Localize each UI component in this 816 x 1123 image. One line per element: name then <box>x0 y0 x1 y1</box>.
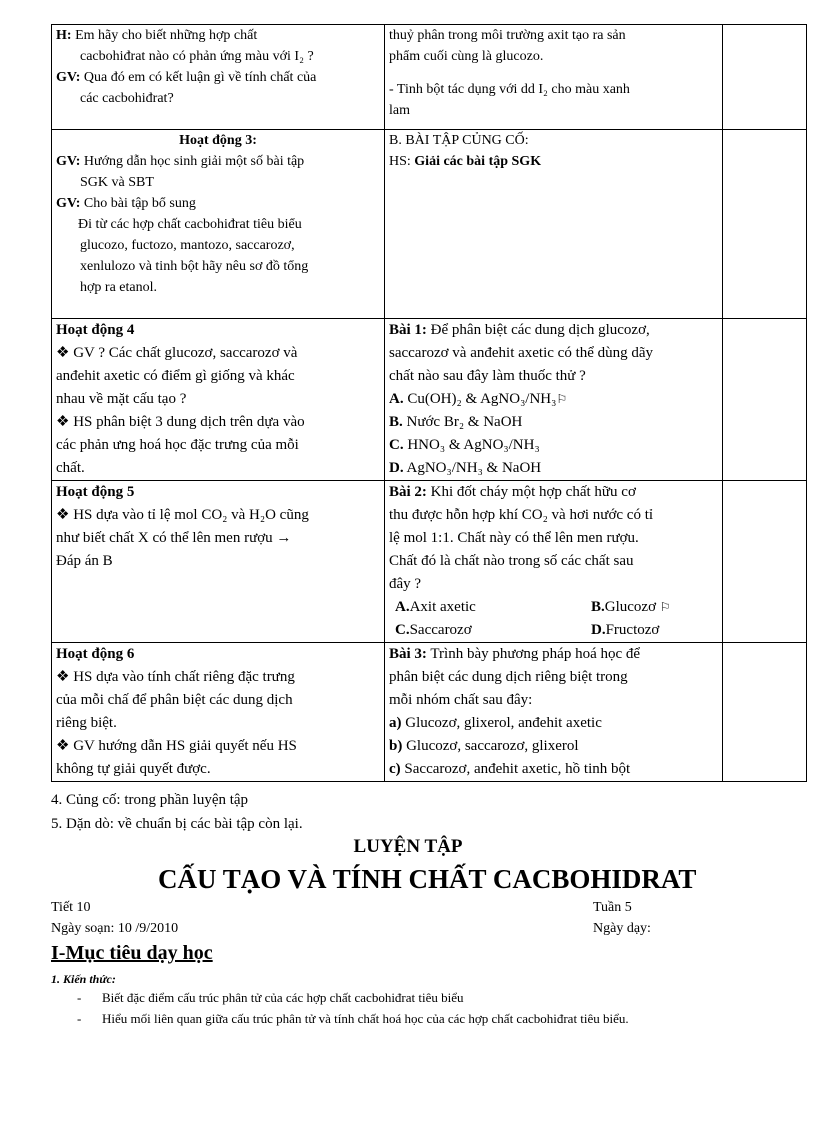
lesson-number: Tiết 10 <box>51 900 91 915</box>
teaching-date: Ngày dạy: <box>593 921 651 936</box>
flag-icon: ⚐ <box>659 600 671 614</box>
answer-option: B. Nước Br₂ & NaOH <box>389 414 523 430</box>
text-line: các cacbohiđrat? <box>80 91 174 106</box>
answer-option: D. AgNO₃/NH₃ & NaOH <box>389 460 542 476</box>
text-line: SGK và SBT <box>80 175 154 190</box>
text-line: các phản ưng hoá học đặc trưng của mỗi <box>56 437 299 453</box>
text-line: glucozo, fuctozo, mantozo, saccarozơ, <box>80 238 295 253</box>
text-line: mỗi nhóm chất sau đây: <box>389 692 533 708</box>
notes-cell <box>723 319 807 481</box>
section-title: B. BÀI TẬP CỦNG CỐ: <box>389 133 529 148</box>
text-line: chất. <box>56 460 85 476</box>
week-number: Tuần 5 <box>593 900 632 915</box>
table-row <box>52 643 807 782</box>
answer-option: D.Fructozơ <box>591 622 660 638</box>
text-line: GV: Cho bài tập bổ sung <box>56 196 196 211</box>
prepared-date: Ngày soạn: 10 /9/2010 <box>51 921 179 936</box>
text-line: phân biệt các dung dịch riêng biệt trong <box>389 669 628 685</box>
teacher-activity-cell <box>52 643 385 782</box>
page-title: LUYỆN TẬP <box>353 836 463 857</box>
homework-note: 5. Dặn dò: về chuẩn bị các bài tập còn lại. <box>51 816 303 832</box>
text-line: ❖ GV hướng dẫn HS giải quyết nếu HS <box>56 738 297 754</box>
text-line: thuỷ phân trong môi trường axit tạo ra sản <box>389 28 626 43</box>
text-line: H: Em hãy cho biết những hợp chất <box>56 28 258 43</box>
teacher-activity-cell <box>52 319 385 481</box>
notes-cell <box>723 481 807 643</box>
lesson-table <box>51 24 807 782</box>
teacher-activity-cell <box>52 25 385 130</box>
text-line: HS: Giải các bài tập SGK <box>389 154 542 169</box>
exercise-cell <box>385 481 723 643</box>
text-line: xenlulozo và tinh bột hãy nêu sơ đồ tổng <box>80 259 309 274</box>
exercise-cell <box>385 319 723 481</box>
text-line: của mỗi chấ để phân biệt các dung dịch <box>56 692 293 708</box>
content-cell <box>385 130 723 319</box>
exercise-prompt: Bài 3: Trình bày phương pháp hoá học để <box>389 646 641 662</box>
exercise-item: a) Glucozơ, glixerol, anđehit axetic <box>389 715 602 731</box>
flag-icon: ⚐ <box>556 392 568 406</box>
text-line: đây ? <box>389 576 422 592</box>
text-line: lam <box>389 103 410 118</box>
teacher-activity-cell <box>52 481 385 643</box>
text-line: Chất đó là chất nào trong số các chất sau <box>389 553 634 569</box>
table-row <box>52 319 807 481</box>
text-line: không tự giải quyết được. <box>56 761 211 777</box>
section-heading: I-Mục tiêu dạy học <box>51 942 213 964</box>
text-line: ❖ HS dựa vào tính chất riêng đặc trưng <box>56 669 295 685</box>
text-line: GV: Qua đó em có kết luận gì về tính chất của <box>56 70 317 85</box>
activity-heading: Hoạt động 3: <box>179 133 257 148</box>
text-line: Đi từ các hợp chất cacbohiđrat tiêu biểu <box>78 217 302 232</box>
text-line: anđehit axetic có điểm gì giống và khác <box>56 368 295 384</box>
text-line: cacbohiđrat nào có phản ứng màu với I₂ ? <box>80 49 314 64</box>
consolidation-note: 4. Củng cố: trong phần luyện tập <box>51 792 249 808</box>
exercise-cell <box>385 643 723 782</box>
text-line: riêng biệt. <box>56 715 117 731</box>
notes-cell <box>723 25 807 130</box>
answer-option: A.Axit axetic <box>395 599 476 615</box>
answer-option: C.Saccarozơ <box>395 622 472 638</box>
table-row <box>52 25 807 130</box>
text-line: ❖ HS dựa vào tỉ lệ mol CO₂ và H₂O cũng <box>56 507 309 523</box>
text-line: ❖ HS phân biệt 3 dung dịch trên dựa vào <box>56 414 305 430</box>
text-line: ❖ GV ? Các chất glucozơ, saccarozơ và <box>56 345 298 361</box>
text-line: saccarozơ và anđehit axetic có thể dùng dãy <box>389 345 654 361</box>
text-line: hợp ra etanol. <box>80 280 157 295</box>
text-line: như biết chất X có thể lên men rượu → <box>56 530 292 546</box>
teacher-activity-cell <box>52 130 385 319</box>
answer-option: B.Glucozơ ⚐ <box>591 596 671 619</box>
list-item: - Biết đặc điểm cấu trúc phân tử của các hợp chất cacbohiđrat tiêu biểu <box>77 990 464 1005</box>
table-row <box>52 481 807 643</box>
answer-option: C. HNO₃ & AgNO₃/NH₃ <box>389 437 540 453</box>
activity-heading: Hoạt động 4 <box>56 322 135 338</box>
subsection-heading: 1. Kiến thức: <box>51 972 116 986</box>
activity-heading: Hoạt động 6 <box>56 646 135 662</box>
page-subtitle: CẤU TẠO VÀ TÍNH CHẤT CACBOHIDRAT <box>158 864 697 894</box>
text-line: - Tinh bột tác dụng với dd I₂ cho màu xanh <box>389 82 630 97</box>
exercise-prompt: Bài 2: Khi đốt cháy một hợp chất hữu cơ <box>389 484 636 500</box>
answer-options-row <box>389 596 718 619</box>
text-line: thu được hỗn hợp khí CO₂ và hơi nước có tỉ <box>389 507 654 523</box>
text-line: lệ mol 1:1. Chất này có thể lên men rượu. <box>389 530 639 546</box>
exercise-item: c) Saccarozơ, anđehit axetic, hồ tinh bột <box>389 761 631 777</box>
exercise-item: b) Glucozơ, saccarozơ, glixerol <box>389 738 579 754</box>
notes-cell <box>723 643 807 782</box>
text-line: nhau về mặt cấu tạo ? <box>56 391 187 407</box>
list-item: - Hiểu mối liên quan giữa cấu trúc phân tử và tính chất hoá học của các hợp chất cacbohiđrat tiêu biểu. <box>77 1011 629 1026</box>
text-line: Đáp án B <box>56 553 113 569</box>
text-line: chất nào sau đây làm thuốc thử ? <box>389 368 586 384</box>
activity-heading: Hoạt động 5 <box>56 484 135 500</box>
notes-cell <box>723 130 807 319</box>
table-row <box>52 130 807 319</box>
content-cell <box>385 25 723 130</box>
text-line: GV: Hướng dẫn học sinh giải một số bài tập <box>56 154 305 169</box>
answer-option: A. Cu(OH)₂ & AgNO₃/NH₃⚐ <box>389 391 568 407</box>
answer-options-row <box>389 619 718 642</box>
text-line: phẩm cuối cùng là glucozo. <box>389 49 544 64</box>
exercise-prompt: Bài 1: Để phân biệt các dung dịch glucozơ, <box>389 322 650 338</box>
